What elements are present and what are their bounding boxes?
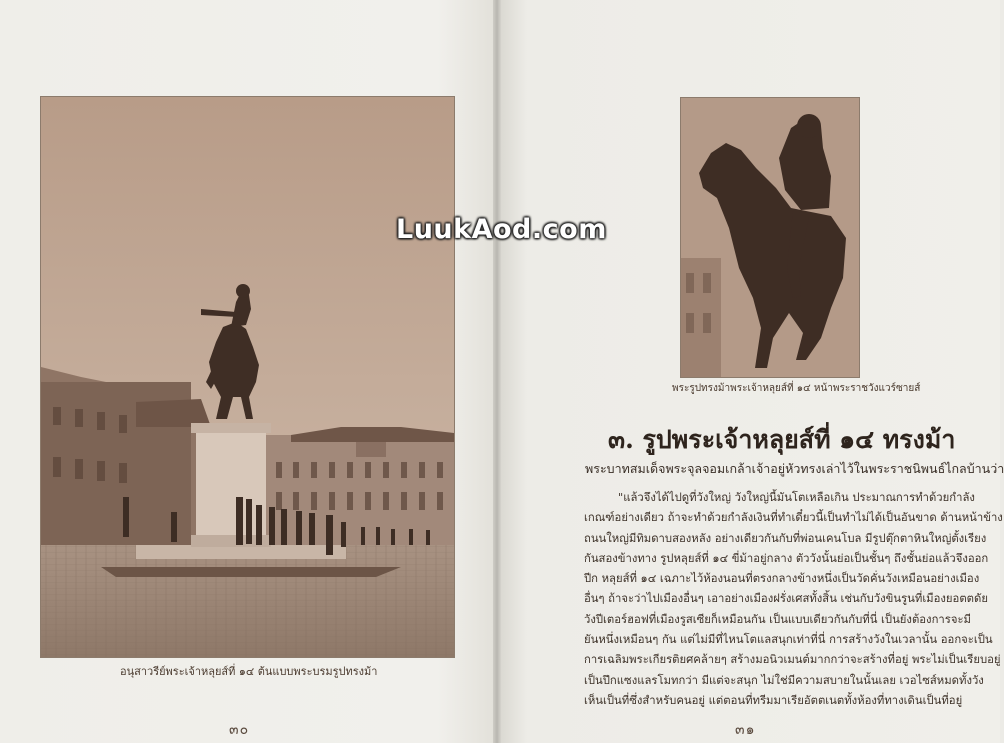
equestrian-monument-photo [40,96,455,658]
monument-illustration [41,97,454,657]
body-line: การเฉลิมพระเกียรติยศคล้ายๆ สร้างมอนิวเมนต์มากกว่าจะสร้างที่อยู่ พระไม่เป็นเรียบอยู่ [584,653,1001,667]
section-heading: ๓. รูปพระเจ้าหลุยส์ที่ ๑๔ ทรงม้า [608,425,956,454]
body-text [584,488,1003,711]
body-line: ปีก หลุยส์ที่ ๑๔ เฉภาะไว้ห้องนอนที่ตรงกลางข้างหนึ่งเป็นวัดคั่นวังเหมือนอย่างเมือง [584,572,980,586]
statue-closeup-illustration [681,98,859,377]
body-line: เป็นปึกแซงแลรโมทกว่า มีแต่จะสนุก ไม่ใช่มีความสบายในนั้นเลย เวอไซส์หมดทั้งวัง [584,673,984,687]
page-number-left: ๓๐ [229,722,250,738]
body-line: "แล้วจึงได้ไปดูที่วังใหญ่ วังใหญ่นี้มันโตเหลือเกิน ประมาณการทำด้วยกำลัง [618,491,975,504]
body-line: อื่นๆ ถ้าจะว่าไปเมืองอื่นๆ เอาอย่างเมืองฝรั่งเศสทั้งสิ้น เช่นกับวังขินรูนที่เมืองยอตตดัย [584,592,988,606]
watermark-logo: LuukAod.com [396,214,607,245]
book-spine [493,0,501,743]
body-line: กันสองข้างทาง รูปหลุยส์ที่ ๑๔ ขี่ม้าอยู่กลาง ตัววังนั้นย่อเป็นชั้นๆ ถึงชั้นย่อแล้วจึงออก [584,551,989,565]
body-line: เห็นเป็นที่ซึ่งสำหรับคนอยู่ แต่ตอนที่ทรีมมาเรียอัตตเนตทั้งห้องที่ทางเดินเป็นที่อยู่ [584,693,963,707]
body-line: ยันหนึ่งเหมือนๆ กัน แต่ไม่มีที่ไหนโตแลสนุกเท่าที่นี่ การสร้างวังในเวลานั้น ออกจะเป็น [584,633,993,647]
body-line: วังปีเตอร์ฮอฟที่เมืองรูสเซียก็เหมือนกัน เป็นแบบเดียวกันกับที่นี่ เป็นยังต้องการจะมี [584,612,971,626]
page-number-right: ๓๑ [735,722,756,738]
body-line: ถนนใหญ่มีทิมดาบสองหลัง อย่างเดียวกันกับที่พ่อนเคนโบล มีรูปตุ๊กตาหินใหญ่ตั้งเรียง [584,531,987,545]
equestrian-statue-closeup-photo [680,97,860,378]
section-subheading: พระบาทสมเด็จพระจุลจอมเกล้าเจ้าอยู่หัวทรงเล่าไว้ในพระราชนิพนธ์ไกลบ้านว่า [585,461,1004,476]
body-line: เกณฑ์อย่างเดียว ถ้าจะทำด้วยกำลังเงินที่ทำเดี๋ยวนี้เป็นทำไม่ได้เป็นอันขาด ด้านหน้าข้าง [584,511,1003,525]
left-photo-caption: อนุสาวรีย์พระเจ้าหลุยส์ที่ ๑๔ ต้นแบบพระบรมรูปทรงม้า [120,665,378,678]
right-photo-caption: พระรูปทรงม้าพระเจ้าหลุยส์ที่ ๑๔ หน้าพระราชวังแวร์ซายส์ [672,383,921,394]
